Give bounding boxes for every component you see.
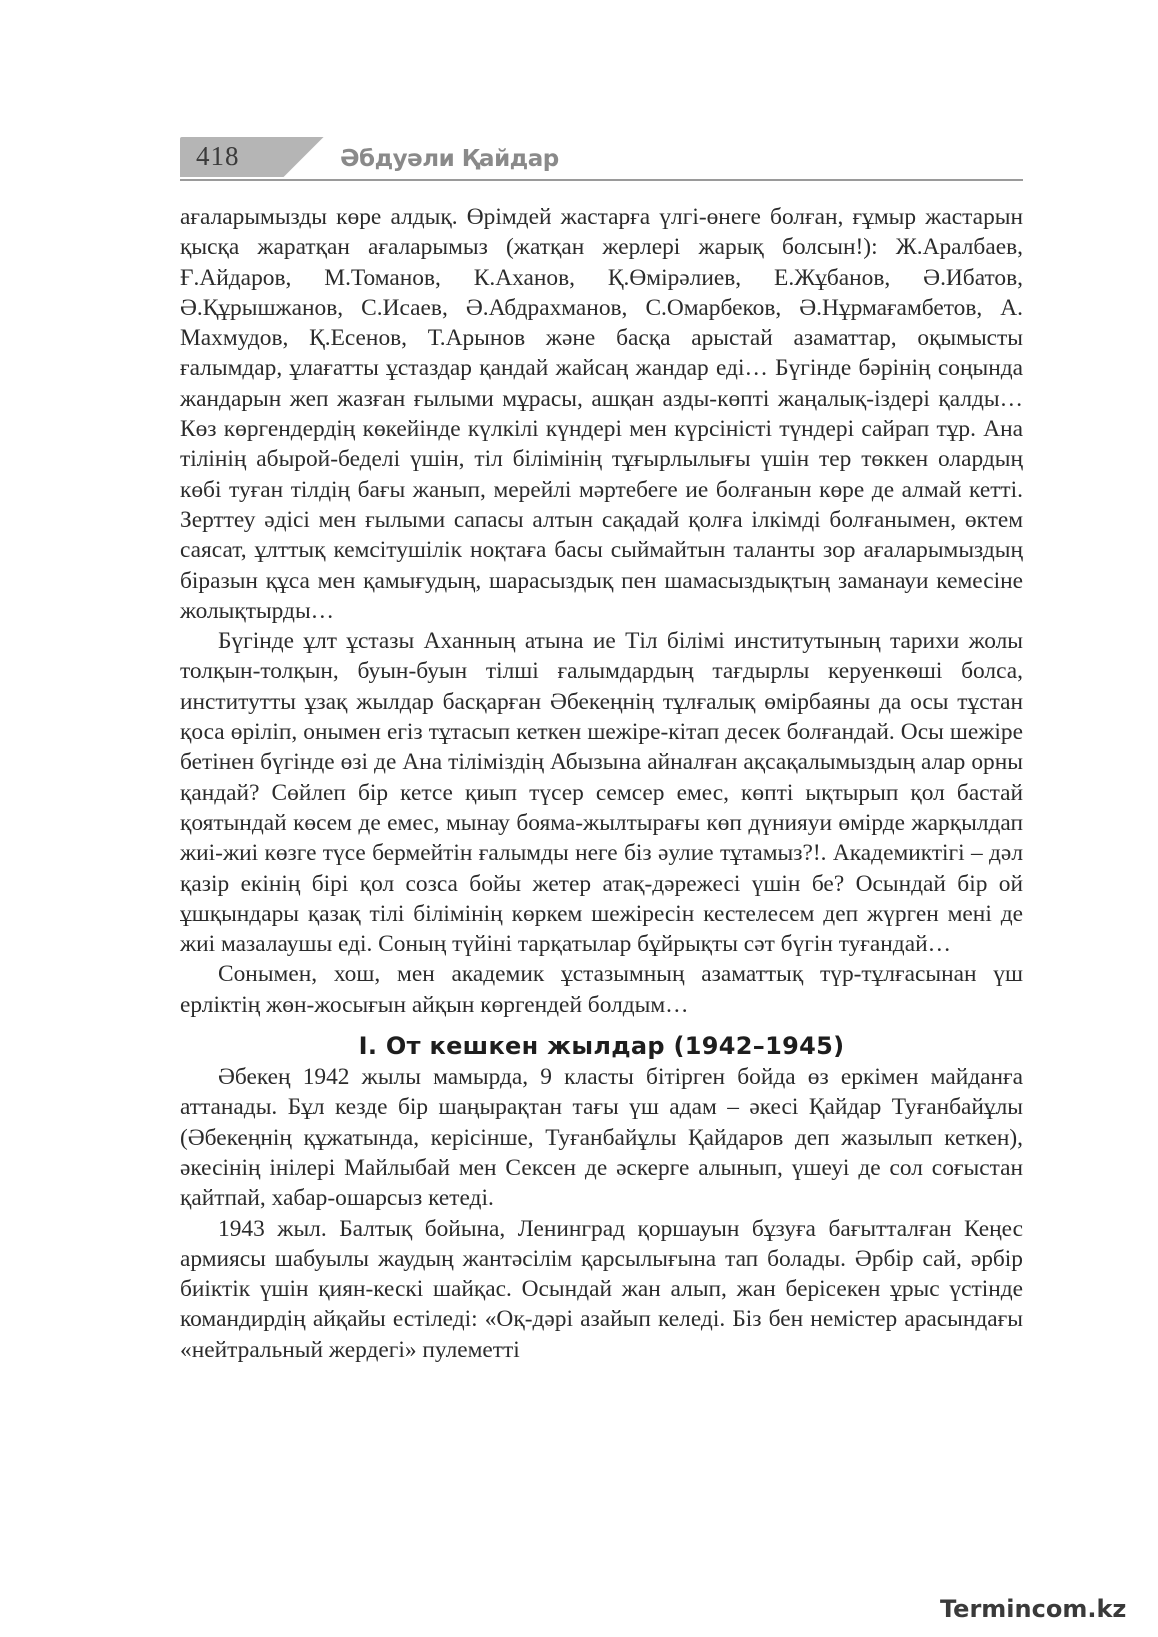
paragraph: ағаларымызды көре алдық. Өрімдей жастарға үлгі-өнеге болған, ғұмыр жастарын қысқа жаратқан ағаларымыз (жатқан жерлері жарық болсын!): Ж.Аралбаев, Ғ.Айдаров, М.Томанов, К.Аханов, Қ.Өмірәлиев, Е.Жұбанов, Ә.Ибатов, Ә.Құрышжанов, С.Исаев, Ә.Абдрахманов, С.Омарбеков, Ә.Нұрмағамбетов, А. Махмудов, Қ.Есенов, Т.Арынов және басқа арыстай азаматтар, оқымысты ғалымдар, ұлағатты ұстаздар қандай жайсаң жандар еді… Бүгінде бәрінің соңында жандарын жеп жазған ғылыми мұрасы, ашқан азды-көпті жаңалық-іздері қалды…Көз көргендердің көкейінде күлкілі күндері мен күрсіністі түндері сайрап тұр. Ана тілінің абырой-беделі үшін, тіл білімінің тұғырлылығы үшін тер төккен олардың көбі туған тілдің бағы жанып, мерейлі мәртебеге ие болғанын көре де алмай кетті. Зерттеу әдісі мен ғылыми сапасы алтын сақадай қолға ілкімді болғанымен, өктем саясат, ұлттық кемсітушілік ноқтаға басы сыймайтын таланты зор ағаларымыздың біразын құса мен қамығудың, шарасыздық пен шамасыздықтың заманауи кемесіне жолықтырды… xyxy=(180,204,1023,624)
watermark-domain: .kz xyxy=(1087,1595,1127,1623)
running-head-author: Әбдуәли Қайдар xyxy=(340,146,559,172)
watermark-logo xyxy=(940,1595,1127,1629)
body-text xyxy=(180,202,1023,1365)
page-header xyxy=(180,137,1023,187)
paragraph: Сонымен, хош, мен академик ұстазымның азаматтық түр-тұлғасынан үш ерліктің жөн-жосығын айқын көргендей болдым… xyxy=(180,961,1023,1018)
paragraph: Бүгінде ұлт ұстазы Аханның атына ие Тіл білімі институтының тарихи жолы толқын-толқын, буын-буын тілші ғалымдардың тағдырлы керуенкөші болса, институтты ұзақ жылдар басқарған Әбекеңнің тұлғалық өмірбаяны да осы тұстан қоса өріліп, онымен егіз тұтасып кеткен шежіре-кітап десек болғандай. Осы шежіре бетінен бүгінде өзі де Ана тіліміздің Абызына айналған ақсақалымыздың алар орны қандай? Сөйлеп бір кетсе қиып түсер семсер емес, көпті ықтырып қол бастай қоятындай көсем де емес, мынау бояма-жылтырағы көп дүнияуи өмірде жарқылдап жиі-жиі көзге түсе бермейтін ғалымды неге біз әулие тұтамыз?!. Академиктігі – дәл қазір екінің бірі қол созса бойы жетер атақ-дәрежесі үшін бе? Осындай бір ой ұшқындары қазақ тілі білімінің көркем шежіресін кестелесем деп жүрген мені де жиі мазалаушы еді. Соның түйіні тарқатылар бұйрықты сәт бүгін туғандай… xyxy=(180,628,1023,958)
section-heading: I. От кешкен жылдар (1942–1945) xyxy=(358,1032,845,1061)
paragraph: Әбекең 1942 жылы мамырда, 9 класты бітірген бойда өз еркімен майданға аттанады. Бұл кезде бір шаңырақтан тағы үш адам – әкесі Қайдар Туғанбайұлы (Әбекеңнің құжатында, керісінше, Туғанбайұлы Қайдаров деп жазылып кеткен), әкесінің інілері Майлыбай мен Сексен де әскерге алынып, үшеуі де сол соғыстан қайтпай, хабар-ошарсыз кетеді. xyxy=(180,1064,1023,1212)
watermark-text: Termincom xyxy=(940,1595,1088,1623)
header-rule xyxy=(180,179,1023,181)
page-tab-arrow xyxy=(278,137,332,177)
page-number: 418 xyxy=(196,141,240,171)
paragraph: 1943 жыл. Балтық бойына, Ленинград қоршауын бұзуға бағытталған Кеңес армиясы шабуылы жаудың жантәсілім қарсылығына тап болады. Әрбір сай, әрбір биіктік үшін қиян-кескі шайқас. Осындай жан алып, жан берісекен ұрыс үстінде командирдің айқайы естіледі: «Оқ-дәрі азайып келеді. Біз бен немістер арасындағы «нейтральный жердегі» пулеметті xyxy=(180,1215,1023,1363)
